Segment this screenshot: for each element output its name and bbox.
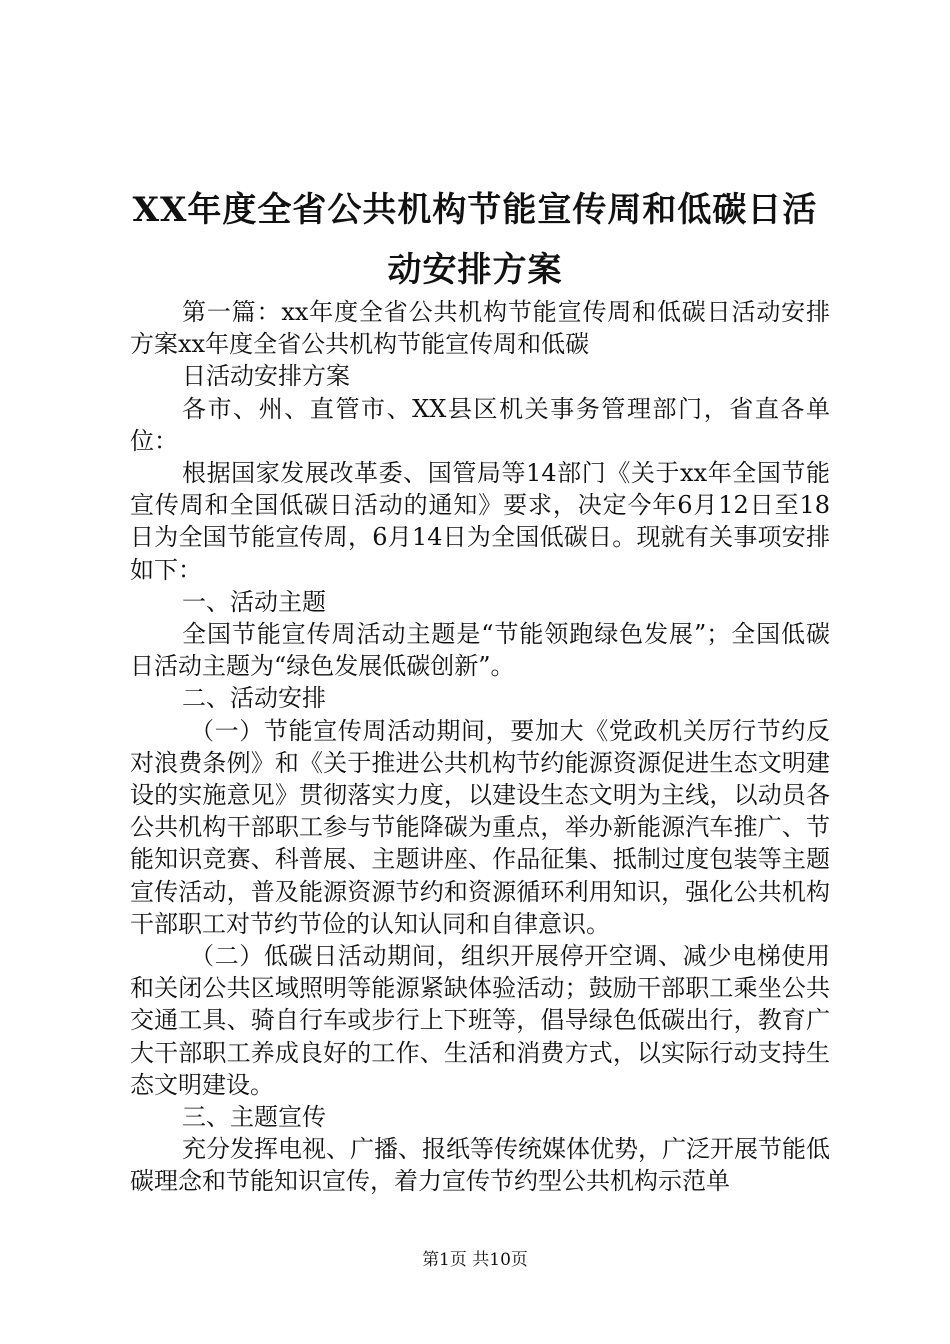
paragraph: 充分发挥电视、广播、报纸等传统媒体优势，广泛开展节能低碳理念和节能知识宣传，着力宣传节约型公共机构示范单 — [130, 1135, 830, 1196]
document-body — [130, 296, 830, 1198]
section-heading: 三、主题宣传 — [182, 1103, 326, 1132]
paragraph: 全国节能宣传周活动主题是“节能领跑绿色发展”；全国低碳日活动主题为“绿色发展低碳创新”。 — [130, 620, 830, 681]
paragraph: 各市、州、直管市、XX县区机关事务管理部门，省直各单位： — [130, 394, 830, 455]
paragraph: 第一篇：xx年度全省公共机构节能宣传周和低碳日活动安排方案xx年度全省公共机构节能宣传周和低碳 — [130, 298, 830, 359]
page-footer: 第1页 共10页 — [422, 1250, 528, 1270]
section-heading: 一、活动主题 — [182, 587, 326, 616]
paragraph: 根据国家发展改革委、国管局等14部门《关于xx年全国节能宣传周和全国低碳日活动的通知》要求，决定今年6月12日至18日为全国节能宣传周，6月14日为全国低碳日。现就有关事项安排如下： — [130, 459, 830, 584]
paragraph: 日活动安排方案 — [182, 362, 350, 391]
paragraph: （一）节能宣传周活动期间，要加大《党政机关厉行节约反对浪费条例》和《关于推进公共机构节约能源资源促进生态文明建设的实施意见》贯彻落实力度，以建设生态文明为主线，以动员各公共机构干部职工参与节能降碳为重点，举办新能源汽车推广、节能知识竞赛、科普展、主题讲座、作品征集、抵制过度包装等主题宣传活动，普及能源资源节约和资源循环利用知识，强化公共机构干部职工对节约节俭的认知认同和自律意识。 — [130, 716, 830, 938]
paragraph: （二）低碳日活动期间，组织开展停开空调、减少电梯使用和关闭公共区域照明等能源紧缺体验活动；鼓励干部职工乘坐公共交通工具、骑自行车或步行上下班等，倡导绿色低碳出行，教育广大干部职工养成良好的工作、生活和消费方式，以实际行动支持生态文明建设。 — [130, 942, 830, 1099]
document-title-line-1: XX年度全省公共机构节能宣传周和低碳日活 — [132, 190, 818, 230]
document-title-line-2: 动安排方案 — [387, 250, 563, 290]
section-heading: 二、活动安排 — [182, 684, 326, 713]
